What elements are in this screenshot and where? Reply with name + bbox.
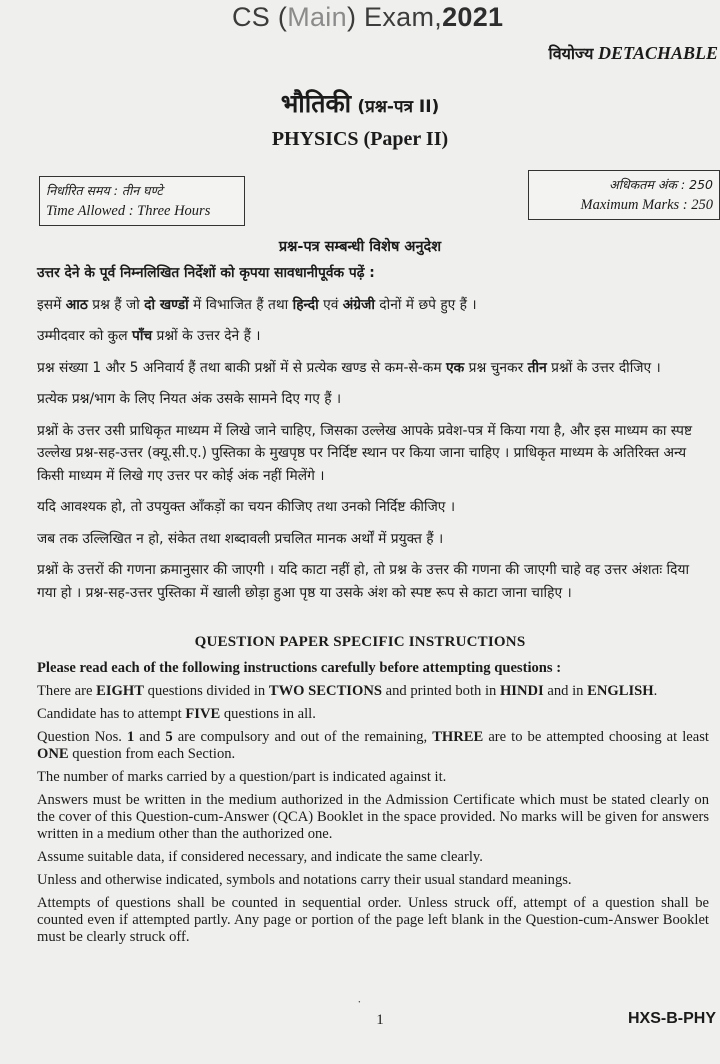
text: and in xyxy=(543,683,588,699)
text: तीन xyxy=(527,359,547,376)
text: अंग्रेजी xyxy=(342,296,375,313)
text: are compulsory and out of the remaining, xyxy=(172,729,433,745)
text: ENGLISH xyxy=(587,683,654,699)
text: questions divided in xyxy=(144,683,269,699)
text: question from each Section. xyxy=(68,746,236,762)
text: पाँच xyxy=(132,328,153,344)
maximum-marks-english: Maximum Marks : 250 xyxy=(580,197,713,213)
hindi-instruction-5: प्रश्नों के उत्तर उसी प्राधिकृत माध्यम में लिखे जाने चाहिए, जिसका उल्लेख आपके प्रवेश-पत्र में किया गया है, और इस माध्यम का स्पष्ट उल्लेख प्रश्न-सह-उत्तर (क्यू.सी.ए.) पुस्तिका के मुखपृष्ठ पर निर्दिष्ट स्थान पर किया जाना चाहिए । प्राधिकृत माध्यम के अतिरिक्त अन्य किसी माध्यम में लिखे गए उत्तर पर कोई अंक नहीं मिलेंगे । xyxy=(37,422,693,484)
text: EIGHT xyxy=(96,683,144,699)
text: एवं xyxy=(318,296,343,313)
hindi-instruction-6: यदि आवश्यक हो, तो उपयुक्त आँकड़ों का चयन कीजिए तथा उनको निर्दिष्ट कीजिए । xyxy=(37,499,456,515)
text: उम्मीदवार को कुल xyxy=(37,328,132,344)
hindi-instructions xyxy=(37,262,709,613)
english-instruction-6: Assume suitable data, if considered necessary, and indicate the same clearly. xyxy=(37,849,483,865)
text: Candidate has to attempt xyxy=(37,706,186,722)
text: एक xyxy=(446,359,465,376)
english-instruction-3 xyxy=(37,729,709,763)
exam-stamp-year: 2021 xyxy=(442,2,504,32)
exam-stamp-suffix: ) Exam, xyxy=(346,2,443,32)
text: प्रश्न हैं जो xyxy=(87,296,145,313)
title-english: PHYSICS (Paper II) xyxy=(271,128,449,150)
text: HINDI xyxy=(499,683,544,699)
maximum-marks-hindi: अधिकतम अंक : 250 xyxy=(609,177,713,192)
detachable-hindi: वियोज्य xyxy=(548,44,594,63)
text: प्रश्नों के उत्तर दीजिए । xyxy=(546,359,661,376)
english-instruction-7: Unless and otherwise indicated, symbols and notations carry their usual standard meanings. xyxy=(37,872,572,888)
text: दो खण्डों xyxy=(144,296,189,313)
english-instructions-heading: QUESTION PAPER SPECIFIC INSTRUCTIONS xyxy=(194,634,526,650)
text: प्रश्नों के उत्तर देने हैं । xyxy=(152,328,261,344)
english-instruction-2 xyxy=(37,706,709,723)
text: 5 xyxy=(165,729,173,745)
time-allowed-box xyxy=(39,176,245,226)
hindi-instruction-2 xyxy=(37,325,709,348)
text: THREE xyxy=(432,729,484,745)
text: TWO SECTIONS xyxy=(268,683,382,699)
hindi-instruction-3 xyxy=(37,357,709,380)
text: प्रश्न चुनकर xyxy=(464,359,528,376)
text: Question Nos. xyxy=(37,729,127,745)
hindi-instruction-8: प्रश्नों के उत्तरों की गणना क्रमानुसार की जाएगी । यदि काटा नहीं हो, तो प्रश्न के उत्तर की गणना की जाएगी चाहे वह उत्तर अंशतः दिया गया हो । प्रश्न-सह-उत्तर पुस्तिका में खाली छोड़ा हुआ पृष्ठ या उसके अंश को स्पष्ट रूप से काटा जाना चाहिए । xyxy=(37,562,690,601)
paper-code: HXS-B-PHY xyxy=(627,1010,716,1027)
english-instruction-8: Attempts of questions shall be counted in sequential order. Unless struck off, attempt of a question shall be counted even if attempted partly. Any page or portion of the page left blank in the Question-cum-Answer Booklet must be clearly struck off. xyxy=(37,895,709,945)
text: questions in all. xyxy=(220,706,316,722)
title-hindi-sub: (प्रश्न-पत्र II) xyxy=(357,97,440,117)
time-allowed-english: Time Allowed : Three Hours xyxy=(46,203,211,219)
text: प्रश्न संख्या 1 और 5 अनिवार्य हैं तथा बाकी प्रश्नों में से प्रत्येक खण्ड से कम-से-कम xyxy=(37,359,447,376)
text: and printed both in xyxy=(382,683,500,699)
title-hindi-main: भौतिकी xyxy=(280,89,352,118)
text: आठ xyxy=(65,296,88,313)
text: में विभाजित हैं तथा xyxy=(188,296,293,313)
footer-mark: ˙ xyxy=(357,999,362,1014)
text: FIVE xyxy=(185,706,221,722)
text: and xyxy=(134,729,166,745)
exam-stamp-faded: Main xyxy=(287,2,347,32)
hindi-instructions-heading: प्रश्न-पत्र सम्बन्धी विशेष अनुदेश xyxy=(278,239,442,255)
english-instruction-1 xyxy=(37,683,709,700)
text: . xyxy=(653,683,658,699)
title-hindi xyxy=(0,86,720,120)
hindi-instruction-1 xyxy=(37,294,709,317)
english-instruction-5: Answers must be written in the medium authorized in the Admission Certificate which must be stated clearly on the cover of this Question-cum-Answer (QCA) Booklet in the space provided. No marks will be given for answers written in a medium other than the authorized one. xyxy=(37,792,709,842)
maximum-marks-box xyxy=(528,170,720,220)
text: are to be attempted choosing at least xyxy=(483,729,709,745)
english-instruction-4: The number of marks carried by a question/part is indicated against it. xyxy=(37,769,447,785)
text: There are xyxy=(37,683,97,699)
text: दोनों में छपे हुए हैं । xyxy=(374,296,477,313)
exam-stamp-prefix: CS ( xyxy=(232,2,288,32)
page-number: 1 xyxy=(376,1012,384,1028)
detachable-label xyxy=(549,42,718,64)
detachable-english: DETACHABLE xyxy=(597,43,718,63)
text: हिन्दी xyxy=(292,296,319,313)
text: इसमें xyxy=(37,296,66,313)
text: 1 xyxy=(126,729,135,745)
hindi-lead-text: उत्तर देने के पूर्व निम्नलिखित निर्देशों को कृपया सावधानीपूर्वक पढ़ें : xyxy=(37,265,375,281)
text: ONE xyxy=(37,746,69,762)
time-allowed-hindi: निर्धारित समय : तीन घण्टे xyxy=(46,183,163,198)
hindi-instruction-4: प्रत्येक प्रश्न/भाग के लिए नियत अंक उसके सामने दिए गए हैं । xyxy=(37,391,342,407)
english-lead: Please read each of the following instructions carefully before attempting questions : xyxy=(37,660,562,676)
exam-stamp xyxy=(232,2,503,33)
hindi-instruction-7: जब तक उल्लिखित न हो, संकेत तथा शब्दावली प्रचलित मानक अर्थों में प्रयुक्त हैं । xyxy=(37,530,444,547)
hindi-lead xyxy=(37,262,709,285)
english-instructions xyxy=(37,660,709,952)
